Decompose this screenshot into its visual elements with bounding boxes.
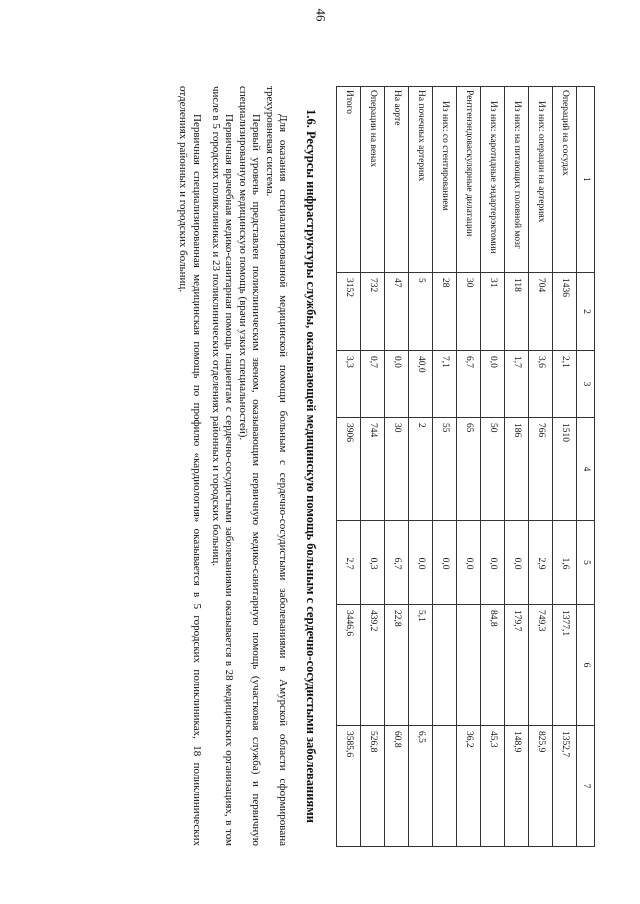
row-label: На почечных артериях: [409, 87, 433, 273]
row-label: Рентгенэндоваскулярные дилатации: [457, 87, 481, 273]
table-row: [457, 87, 481, 847]
table-cell: 30: [385, 418, 409, 521]
table-cell: 148,9: [505, 726, 529, 847]
table-row: [433, 87, 457, 847]
table-cell: 3585,6: [337, 726, 361, 847]
table-cell: 1,7: [505, 351, 529, 418]
table-row: [481, 87, 505, 847]
table-cell: 0,0: [481, 521, 505, 605]
row-label: Из них: на питающих головной мозг: [505, 87, 529, 273]
table-cell: 2,1: [553, 351, 577, 418]
table-cell: 22,8: [385, 605, 409, 726]
table-cell: 36,2: [457, 726, 481, 847]
table-row: [529, 87, 553, 847]
paragraph: Для оказания специализированной медицинской помощи больным с сердечно-сосудистыми заболеваниями в Амурской области сформирована трехуровневая система.: [263, 86, 289, 846]
paragraph: Первичная специализированная медицинская помощь по профилю «кардиология» оказывается в 5 городских поликлиниках, 18 поликлинических отделениях районных и городских больниц.: [177, 86, 203, 846]
table-cell: 1,6: [553, 521, 577, 605]
row-label: Из них: со стентированием: [433, 87, 457, 273]
table-cell: 118: [505, 273, 529, 351]
header-cell: 1: [577, 87, 595, 273]
table-cell: 3,3: [337, 351, 361, 418]
table-cell: 526,8: [361, 726, 385, 847]
table-cell: 1377,1: [553, 605, 577, 726]
header-cell: 6: [577, 605, 595, 726]
header-cell: 7: [577, 726, 595, 847]
section-title: 1.6. Ресурсы инфраструктуры службы, оказывающей медицинскую помощь больным с сердечно-сосудистыми заболеваниями: [304, 109, 318, 823]
table-cell: 732: [361, 273, 385, 351]
table-cell: 60,8: [385, 726, 409, 847]
table-cell: 704: [529, 273, 553, 351]
table-cell: 5: [409, 273, 433, 351]
table-cell: 7,1: [433, 351, 457, 418]
paragraph: Первичная врачебная медико-санитарная помощь пациентам с сердечно-сосудистыми заболеваниями оказывается в 28 медицинских организациях, в том числе в 5 городских поликлиниках и 23 поликлинических отделениях районных и городских больниц.: [209, 86, 236, 846]
table-body: [337, 87, 595, 847]
row-label: Итого: [337, 87, 361, 273]
table-cell: 3446,6: [337, 605, 361, 726]
table-cell: [457, 605, 481, 726]
table-cell: 0,0: [457, 521, 481, 605]
table-cell: 84,8: [481, 605, 505, 726]
row-label: На аорте: [385, 87, 409, 273]
table-cell: 30: [457, 273, 481, 351]
page-number-text: 46: [313, 8, 328, 22]
table-cell: 0,0: [481, 351, 505, 418]
table-cell: 744: [361, 418, 385, 521]
page-number: [0, 5, 640, 25]
table-row: [409, 87, 433, 847]
table-cell: [433, 605, 457, 726]
row-label: Операции на венах: [361, 87, 385, 273]
table-cell: 186: [505, 418, 529, 521]
table-cell: 439,2: [361, 605, 385, 726]
table-cell: 3152: [337, 273, 361, 351]
rotated-page-content: [80, 86, 595, 846]
table-cell: 1352,7: [553, 726, 577, 847]
table-cell: 766: [529, 418, 553, 521]
table-cell: 55: [433, 418, 457, 521]
table-cell: 0,0: [505, 521, 529, 605]
table-cell: [433, 726, 457, 847]
table-cell: 1510: [553, 418, 577, 521]
row-label: Операций на сосудах: [553, 87, 577, 273]
table-row: [385, 87, 409, 847]
table-cell: 5,1: [409, 605, 433, 726]
table-cell: 65: [457, 418, 481, 521]
row-label: Из них: каротидные эндартерэктомии: [481, 87, 505, 273]
table-cell: 6,5: [409, 726, 433, 847]
table-cell: 0,0: [385, 351, 409, 418]
header-cell: 2: [577, 273, 595, 351]
row-label: Из них: операции на артериях: [529, 87, 553, 273]
table-cell: 3906: [337, 418, 361, 521]
table-cell: 2,7: [337, 521, 361, 605]
paragraph: Первый уровень представлен поликлиническим звеном, оказывающим первичную медико-санитарную помощь (участковая служба) и первичную специализированную медицинскую помощь (врачи узких специальностей).: [236, 86, 263, 846]
table-cell: 28: [433, 273, 457, 351]
table-cell: 47: [385, 273, 409, 351]
table-cell: 749,3: [529, 605, 553, 726]
table-cell: 0,0: [409, 521, 433, 605]
table-cell: 2,9: [529, 521, 553, 605]
table-cell: 6,7: [457, 351, 481, 418]
header-cell: 3: [577, 351, 595, 418]
table-cell: 0,7: [361, 351, 385, 418]
header-cell: 4: [577, 418, 595, 521]
table-cell: 40,0: [409, 351, 433, 418]
table-cell: 31: [481, 273, 505, 351]
table-cell: 1436: [553, 273, 577, 351]
table-cell: 3,6: [529, 351, 553, 418]
table-cell: 825,9: [529, 726, 553, 847]
table-row: [553, 87, 577, 847]
table-cell: 0,3: [361, 521, 385, 605]
table-cell: 179,7: [505, 605, 529, 726]
body-text: [176, 86, 289, 846]
table-cell: 6,7: [385, 521, 409, 605]
table-cell: 50: [481, 418, 505, 521]
header-cell: 5: [577, 521, 595, 605]
table-cell: 0,0: [433, 521, 457, 605]
table-row: [337, 87, 361, 847]
surgery-statistics-table: [336, 86, 595, 847]
table-row: [505, 87, 529, 847]
table-header-row: [577, 87, 595, 847]
table-row: [361, 87, 385, 847]
table-cell: 45,3: [481, 726, 505, 847]
table-cell: 2: [409, 418, 433, 521]
